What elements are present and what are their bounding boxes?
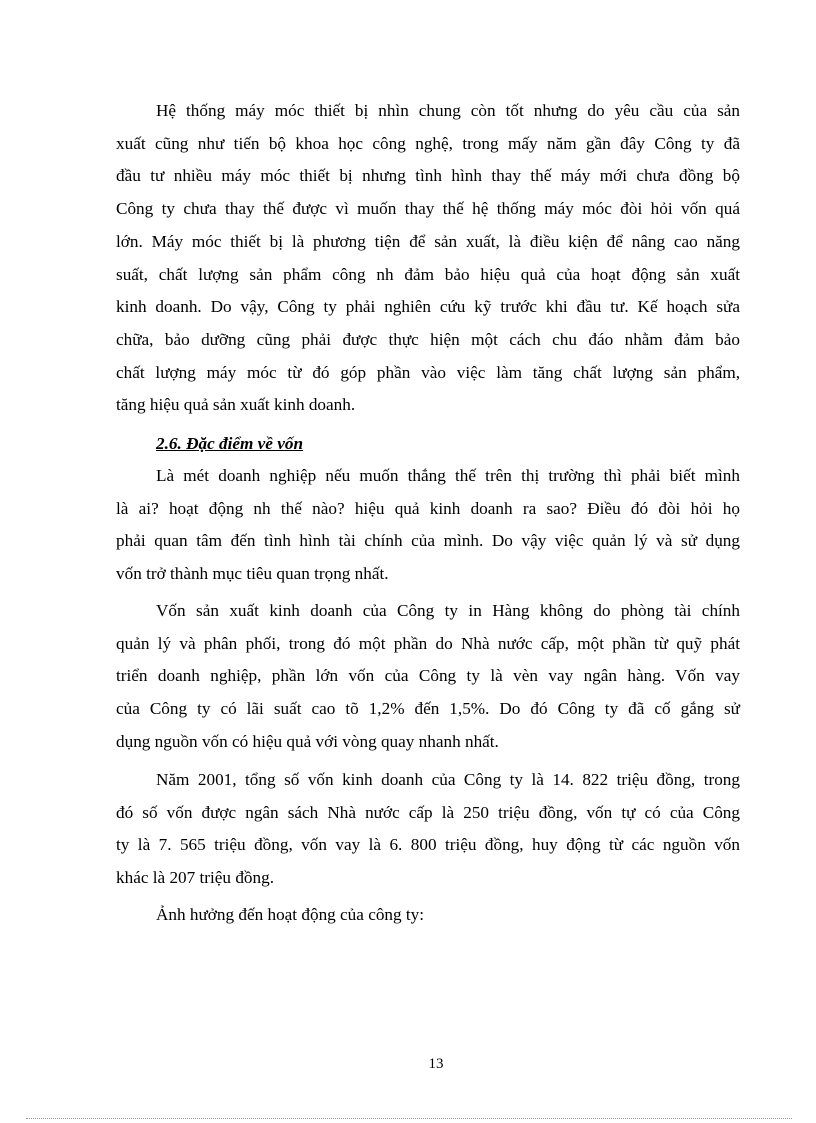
paragraph-capital-sources (116, 595, 740, 759)
text-line: xuất cũng như tiến bộ khoa học công nghệ, trong mấy năm gần đây Công ty đã (116, 133, 740, 153)
text-line: dụng nguồn vốn có hiệu quả với vòng quay nhanh nhất. (116, 731, 499, 751)
text-line: chữa, bảo dưỡng cũng phải được thực hiện một cách chu đáo nhằm đảm bảo (116, 329, 740, 349)
text-line: phải quan tâm đến tình hình tài chính của mình. Do vậy việc quản lý và sử dụng (116, 531, 740, 551)
paragraph-capital-intro (116, 460, 740, 591)
text-line: triển doanh nghiệp, phần lớn vốn của Công ty là vèn vay ngân hàng. Vốn vay (116, 666, 740, 686)
paragraph-impact (116, 899, 740, 932)
text-line: kinh doanh. Do vậy, Công ty phải nghiên cứu kỹ trước khi đầu tư. Kế hoạch sửa (116, 297, 740, 317)
text-line: ty là 7. 565 triệu đồng, vốn vay là 6. 800 triệu đồng, huy động từ các nguồn vốn (116, 835, 740, 855)
text-line: chất lượng máy móc từ đó góp phần vào việc làm tăng chất lượng sản phẩm, (116, 362, 740, 382)
text-line: Ảnh hưởng đến hoạt động của công ty: (156, 905, 425, 924)
text-line: Công ty chưa thay thế được vì muốn thay thế hệ thống máy móc đòi hỏi vốn quá (116, 199, 740, 219)
text-line: tăng hiệu quả sản xuất kinh doanh. (116, 395, 356, 415)
footer-divider (26, 1118, 792, 1119)
text-line: là ai? hoạt động nh thế nào? hiệu quả kinh doanh ra sao? Điều đó đòi hỏi họ (116, 498, 740, 518)
text-line: Là mét doanh nghiệp nếu muốn thắng thế trên thị trường thì phải biết mình (156, 466, 740, 485)
text-line: Năm 2001, tổng số vốn kinh doanh của Công ty là 14. 822 triệu đồng, trong (156, 770, 740, 789)
paragraph-equipment (116, 95, 740, 422)
text-line: Vốn sản xuất kinh doanh của Công ty in Hàng không do phòng tài chính (156, 601, 740, 620)
text-line: lớn. Máy móc thiết bị là phương tiện để sản xuất, là điều kiện để nâng cao năng (116, 231, 740, 251)
text-line: Hệ thống máy móc thiết bị nhìn chung còn tốt nhưng do yêu cầu của sản (156, 101, 740, 120)
page-number: 13 (428, 1056, 444, 1072)
section-heading: 2.6. Đặc điểm về vốn (156, 434, 304, 453)
paragraph-capital-2001 (116, 764, 740, 895)
text-line: khác là 207 triệu đồng. (116, 868, 274, 888)
text-line: đầu tư nhiều máy móc thiết bị nhưng tình hình thay thế máy mới chưa đồng bộ (116, 166, 740, 186)
text-line: đó số vốn được ngân sách Nhà nước cấp là 250 triệu đồng, vốn tự có của Công (116, 802, 740, 822)
text-line: của Công ty có lãi suất cao tõ 1,2% đến 1,5%. Do đó Công ty đã cố gắng sử (116, 699, 740, 719)
text-line: vốn trở thành mục tiêu quan trọng nhất. (116, 564, 389, 584)
text-line: suất, chất lượng sản phẩm công nh đảm bảo hiệu quả của hoạt động sản xuất (116, 264, 740, 284)
text-line: quản lý và phân phối, trong đó một phần do Nhà nước cấp, một phần từ quỹ phát (116, 633, 740, 653)
